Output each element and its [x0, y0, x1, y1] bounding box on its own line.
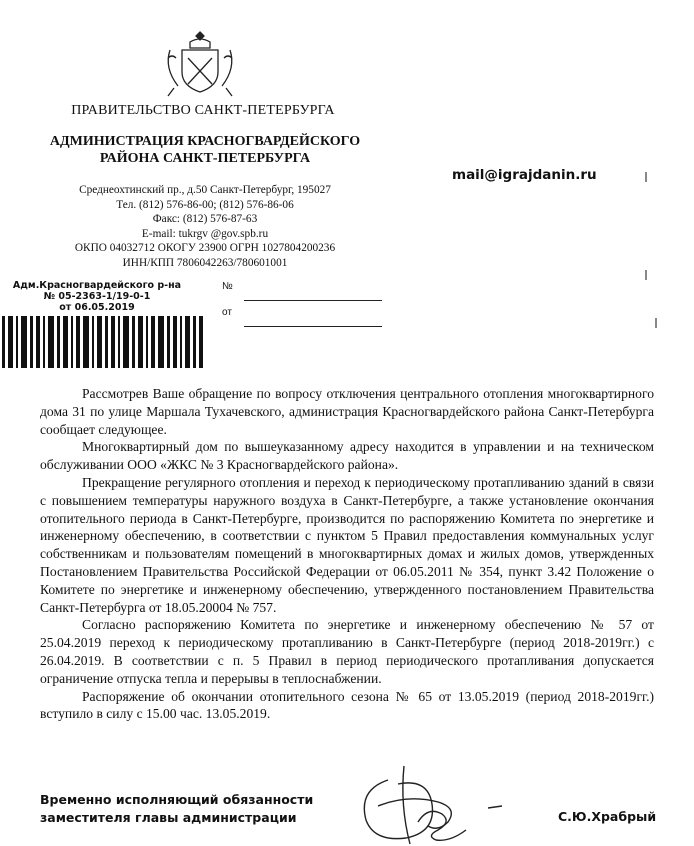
- outgoing-number-field: [222, 281, 382, 333]
- phone: Тел. (812) 576-86-00; (812) 576-86-06: [116, 198, 294, 211]
- registration-stamp: [12, 280, 182, 313]
- paragraph-1: Рассмотрев Ваше обращение по вопросу отключения центрального отопления многоквартирного дома 31 по улице Маршала Тухачевского, администрация Красногвардейского района Санкт-Петербурга сообщает следующее.: [40, 386, 654, 437]
- signatory-title-line-2: заместителя главы администрации: [40, 810, 297, 825]
- paragraph-4: Согласно распоряжению Комитета по энергетике и инженерному обеспечению № 57 от 25.04.2019 переход к периодическому протапливанию в Санкт-Петербурге (период 2018-2019гг.) с 26.04.2019. В соответствии с п. 5 Правил в период периодического протапливания допускается ограничение отпуска тепла и перерывы в теплоснабжении.: [40, 617, 654, 686]
- paragraph-3: Прекращение регулярного отопления и переход к периодическому протапливанию зданий в связи с повышением температуры наружного воздуха в Санкт-Петербурге, а также установление окончания отопительного периода в Санкт-Петербурге, производится по распоряжению Комитета по энергетике и инженерному обеспечению, в соответствии с пунктом 5 Правил предоставления коммунальных услуг собственникам и пользователям помещений в многоквартирных домах и жилых домов, утвержденных Постановлением Правительства Российской Федерации от 06.05.2011 № 354, пункт 3.42 Положение о Комитете по энергетике и инженерному обеспечению, утвержденного постановлением Правительства Санкт-Петербурга от 18.05.20004 № 757.: [40, 474, 654, 615]
- administration-title: [40, 133, 370, 167]
- barcode-icon: [0, 316, 205, 368]
- stamp-line-1: Адм.Красногвардейского р-на: [12, 280, 182, 291]
- handwritten-signature: [348, 762, 508, 846]
- margin-mark: [655, 318, 657, 328]
- recipient-email: mail@igrajdanin.ru: [452, 167, 597, 183]
- margin-mark: [645, 172, 647, 182]
- coat-of-arms-icon: [160, 28, 240, 100]
- margin-mark: [645, 270, 647, 280]
- signatory-title-line-1: Временно исполняющий обязанности: [40, 792, 314, 807]
- government-title: ПРАВИТЕЛЬСТВО САНКТ-ПЕТЕРБУРГА: [71, 103, 335, 118]
- stamp-line-2: № 05-2363-1/19-0-1: [43, 291, 151, 302]
- letter-body: [40, 385, 654, 723]
- address: Среднеохтинский пр., д.50 Санкт-Петербург, 195027: [79, 184, 331, 196]
- number-label: №: [222, 281, 233, 292]
- paragraph-2: Многоквартирный дом по вышеуказанному адресу находится в управлении и на техническом обслуживании ООО «ЖКС № 3 Красногвардейского района».: [40, 439, 654, 473]
- admin-line-2: РАЙОНА САНКТ-ПЕТЕРБУРГА: [99, 151, 311, 166]
- stamp-line-3: от 06.05.2019: [59, 302, 135, 313]
- email: E-mail: tukrgv @gov.spb.ru: [141, 227, 269, 240]
- signatory-name: С.Ю.Храбрый: [558, 809, 657, 824]
- okpo: ОКПО 04032712 ОКОГУ 23900 ОГРН 1027804200236: [74, 242, 336, 254]
- paragraph-5: Распоряжение об окончании отопительного сезона № 65 от 13.05.2019 (период 2018-2019гг.) вступило в силу с 15.00 час. 13.05.2019.: [40, 688, 654, 722]
- admin-line-1: АДМИНИСТРАЦИЯ КРАСНОГВАРДЕЙСКОГО: [49, 134, 361, 149]
- fax: Факс: (812) 576-87-63: [152, 213, 258, 225]
- inn: ИНН/КПП 7806042263/780601001: [122, 256, 288, 269]
- contact-block: [40, 183, 370, 270]
- signatory-title: [40, 791, 320, 827]
- date-label: от: [222, 307, 232, 318]
